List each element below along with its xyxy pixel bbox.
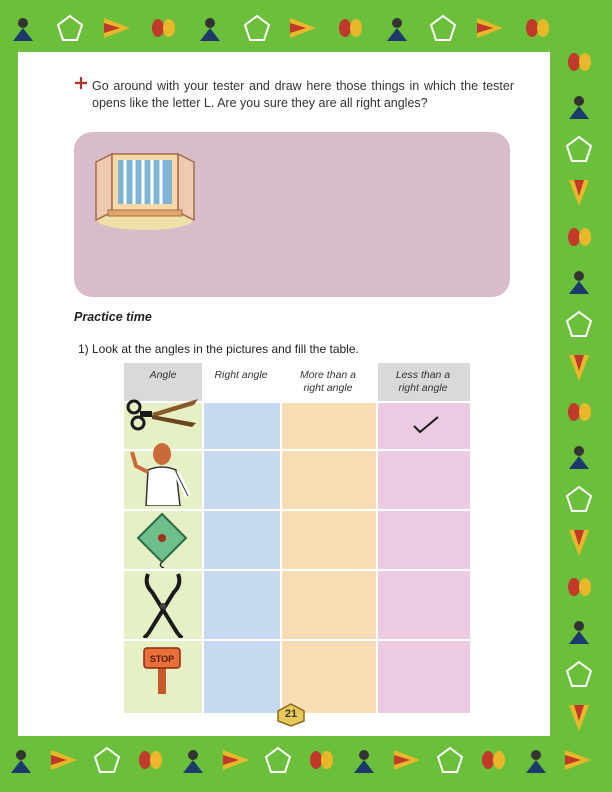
column-divider [376, 363, 378, 713]
triangle-motif-icon [564, 178, 594, 208]
leaf-motif-icon [335, 13, 365, 43]
tongs-icon [140, 572, 186, 638]
column-divider [202, 363, 204, 713]
pentagon-motif-icon [564, 309, 594, 339]
triangle-motif-icon [221, 745, 251, 775]
page-number: 21 [284, 708, 298, 720]
pentagon-motif-icon [92, 745, 122, 775]
bird-motif-icon [521, 745, 551, 775]
bird-motif-icon [195, 13, 225, 43]
header-angle: Angle [124, 363, 202, 401]
triangle-motif-icon [564, 528, 594, 558]
triangle-motif-icon [564, 703, 594, 733]
bird-motif-icon [8, 13, 38, 43]
right-angle-column [202, 363, 280, 713]
bird-motif-icon [178, 745, 208, 775]
triangle-motif-icon [49, 745, 79, 775]
bottom-border-motifs [0, 738, 600, 782]
bird-motif-icon [564, 441, 594, 471]
pentagon-motif-icon [564, 134, 594, 164]
pentagon-motif-icon [564, 659, 594, 689]
scissors-icon [124, 393, 200, 435]
checkmark-icon [412, 414, 440, 434]
man-waving-icon [128, 438, 198, 506]
triangle-motif-icon [563, 745, 593, 775]
row-divider [124, 509, 470, 511]
header-right-angle: Right angle [202, 363, 280, 401]
bird-motif-icon [6, 745, 36, 775]
row-divider [124, 569, 470, 571]
stop-sign-icon [140, 644, 184, 694]
pentagon-motif-icon [263, 745, 293, 775]
column-divider [280, 363, 282, 713]
pentagon-motif-icon [564, 484, 594, 514]
leaf-motif-icon [522, 13, 552, 43]
leaf-motif-icon [478, 745, 508, 775]
triangle-motif-icon [564, 353, 594, 383]
header-more-than: More than a right angle [280, 363, 376, 401]
leaf-motif-icon [148, 13, 178, 43]
triangle-motif-icon [102, 13, 132, 43]
practice-heading: Practice time [74, 310, 152, 324]
top-border-motifs [0, 8, 560, 48]
pentagon-motif-icon [435, 745, 465, 775]
kite-icon [134, 512, 190, 568]
instruction-paragraph [74, 78, 514, 112]
bird-motif-icon [564, 266, 594, 296]
bird-motif-icon [349, 745, 379, 775]
bird-motif-icon [564, 91, 594, 121]
instruction-text: Go around with your tester and draw here those things in which the tester opens like the letter L. Are you sure they are all right angles? [92, 79, 514, 110]
stop-sign-text: STOP [149, 654, 175, 664]
pentagon-motif-icon [55, 13, 85, 43]
leaf-motif-icon [135, 745, 165, 775]
question-text: 1) Look at the angles in the pictures and fill the table. [78, 342, 359, 356]
leaf-motif-icon [564, 572, 594, 602]
bird-motif-icon [382, 13, 412, 43]
triangle-motif-icon [475, 13, 505, 43]
open-window-illustration [90, 148, 200, 236]
right-border-motifs [552, 40, 606, 740]
pentagon-motif-icon [242, 13, 272, 43]
leaf-motif-icon [564, 222, 594, 252]
header-less-than: Less than a right angle [376, 363, 470, 401]
triangle-motif-icon [288, 13, 318, 43]
more-than-column [280, 363, 376, 713]
row-divider [124, 639, 470, 641]
leaf-motif-icon [564, 47, 594, 77]
triangle-motif-icon [392, 745, 422, 775]
bird-motif-icon [564, 616, 594, 646]
pentagon-motif-icon [428, 13, 458, 43]
leaf-motif-icon [306, 745, 336, 775]
leaf-motif-icon [564, 397, 594, 427]
